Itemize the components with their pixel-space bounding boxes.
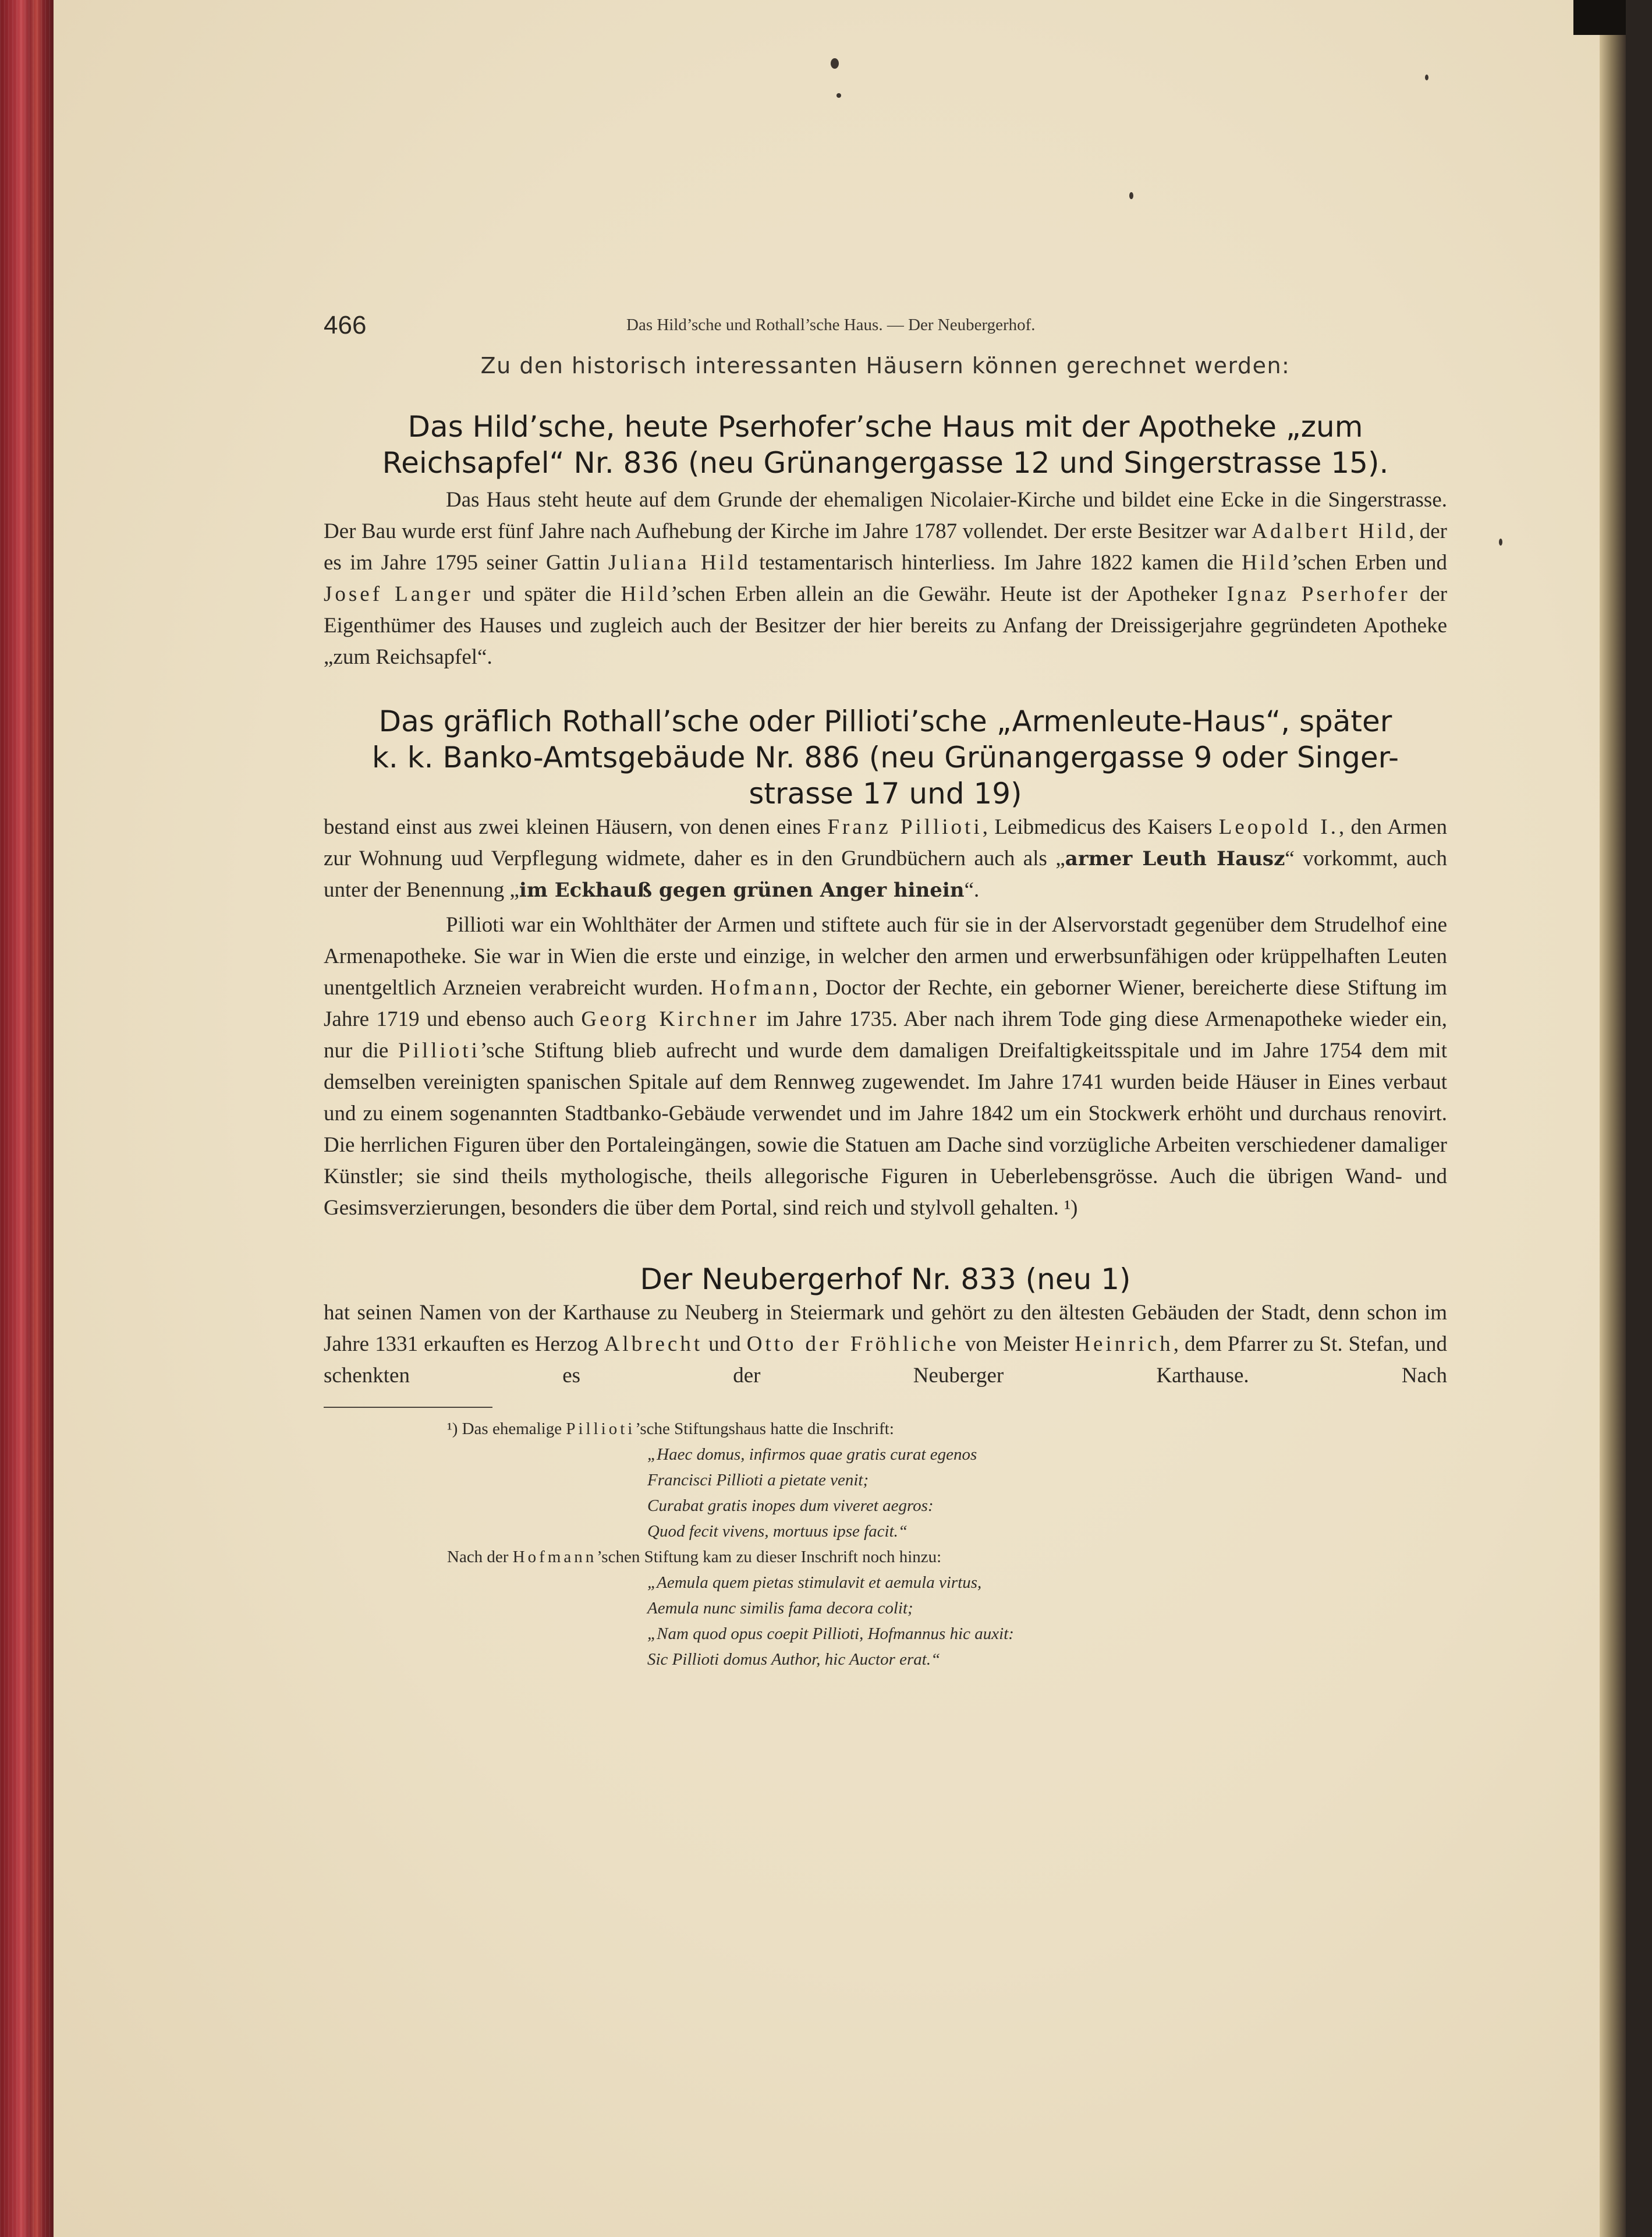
verse-line: „Aemula quem pietas stimulavit et aemula virtus, [647, 1573, 982, 1592]
person-name: Pillioti [566, 1420, 636, 1438]
footnote-continuation: Nach der Hofmann’schen Stiftung kam zu dieser Inschrift noch hinzu: [447, 1548, 942, 1566]
blackletter-quote: im Eckhauß gegen grünen Anger hinein [519, 879, 965, 902]
paper-speck [1129, 192, 1133, 199]
person-name: Hofmann [512, 1548, 597, 1566]
footnote-intro: ¹) Das ehemalige Pillioti’sche Stiftungshaus hatte die Inschrift: [447, 1420, 894, 1438]
page-content [324, 303, 1447, 1672]
paragraph-rothall-1: bestand einst aus zwei kleinen Häusern, von denen eines Franz Pillioti, Leibmedicus des Kaisers Leopold I., den Armen zur Wohnung uud Verpflegung widmete, daher es in den Grundbüchern auch als „armer Leuth Hausz“ vorkommt, auch unter der Benennung „im Eckhauß gegen grünen Anger hinein“. [324, 815, 1448, 902]
verse-line: „Nam quod opus coepit Pillioti, Hofmannus hic auxit: [647, 1624, 1014, 1643]
inscription-verse-2 [324, 1570, 1447, 1672]
paper-speck [836, 93, 841, 98]
book-binding [0, 0, 54, 2237]
heading-line: Das gräflich Rothall’sche oder Pillioti’sche „Armenleute-Haus“, später [378, 705, 1392, 738]
person-name: Hofmann [711, 976, 813, 1000]
inscription-verse-1 [324, 1442, 1447, 1544]
verse-line: Francisci Pillioti a pietate venit; [647, 1471, 869, 1489]
person-name: Ignaz Pserhofer [1226, 582, 1410, 606]
blackletter-quote: armer Leuth Hausz [1065, 847, 1285, 870]
paragraph-hild: Das Haus steht heute auf dem Grunde der ehemaligen Nicolaier-Kirche und bildet eine Ecke in die Singerstrasse. Der Bau wurde erst fünf Jahre nach Aufhebung der Kirche im Jahre 1787 vollendet. Der erste Besitzer war Adalbert Hild, der es im Jahre 1795 seiner Gattin Juliana Hild testamentarisch hinterliess. Im Jahre 1822 kamen die Hild’schen Erben und Josef Langer und später die Hild’schen Erben allein an die Gewähr. Heute ist der Apotheker Ignaz Pserhofer der Eigenthümer des Hauses und zugleich auch der Besitzer der hier bereits zu Anfang der Dreissigerjahre gegründeten Apotheke „zum Reichsapfel“. [324, 488, 1448, 669]
person-name: Franz Pillioti [827, 815, 983, 839]
person-name: Albrecht [604, 1332, 703, 1356]
footnote-rule [324, 1407, 492, 1408]
heading-line: k. k. Banko-Amtsgebäude Nr. 886 (neu Grünangergasse 9 oder Singer- [371, 741, 1399, 774]
verse-line: Curabat gratis inopes dum viveret aegros: [647, 1496, 934, 1515]
person-name: Georg Kirchner [581, 1007, 760, 1031]
person-name: Adalbert Hild [1252, 519, 1409, 543]
heading-line: Reichsapfel“ Nr. 836 (neu Grünangergasse 12 und Singerstrasse 15). [382, 446, 1389, 480]
verse-line: Aemula nunc similis fama decora colit; [647, 1599, 913, 1617]
person-name: Pillioti [398, 1039, 480, 1063]
paper-speck [1499, 539, 1502, 546]
paragraph-rothall-2: Pillioti war ein Wohlthäter der Armen und stiftete auch für sie in der Alservorstadt gegenüber dem Strudelhof eine Armenapotheke. Sie war in Wien die erste und einzige, in welcher den armen und erwerbsunfähigen oder krüppelhaften Leuten unentgeltlich Arzneien verabreicht wurden. Hofmann, Doctor der Rechte, ein geborner Wiener, bereicherte diese Stiftung im Jahre 1719 und ebenso auch Georg Kirchner im Jahre 1735. Aber nach ihrem Tode ging diese Armenapotheke wieder ein, nur die Pillioti’sche Stiftung blieb aufrecht und wurde dem damaligen Dreifaltigkeitsspitale und im Jahre 1754 dem mit demselben vereinigten spanischen Spitale auf dem Rennweg zugewendet. Im Jahre 1741 wurden beide Häuser in Eines verbaut und zu einem sogenannten Stadtbanko-Gebäude verwendet und im Jahre 1842 um ein Stockwerk erhöht und durchaus renovirt. Die herrlichen Figuren über den Portaleingängen, sowie die Statuen am Dache sind vorzügliche Arbeiten verschiedener damaliger Künstler; sie sind theils mythologische, theils allegorische Figuren in Ueberlebensgrösse. Auch die übrigen Wand- und Gesimsverzierungen, besonders die über dem Portal, sind reich und stylvoll gehalten. ¹) [324, 913, 1447, 1220]
person-name: Hild [1242, 551, 1292, 575]
person-name: Juliana Hild [608, 551, 751, 575]
person-name: Hild [621, 582, 671, 606]
verse-line: Quod fecit vivens, mortuus ipse facit.“ [647, 1522, 908, 1541]
paragraph-neubergerhof: hat seinen Namen von der Karthause zu Neuberg in Steiermark und gehört zu den ältesten Gebäuden der Stadt, denn schon im Jahre 1331 erkauften es Herzog Albrecht und Otto der Fröhliche von Meister Heinrich, dem Pfarrer zu St. Stefan, und schenkten es der Neuberger Karthause. Nach [324, 1301, 1447, 1387]
person-name: Heinrich [1075, 1332, 1174, 1356]
running-header [324, 303, 1447, 344]
verse-line: Sic Pillioti domus Author, hic Auctor erat.“ [647, 1650, 941, 1669]
section-heading-neubergerhof [324, 1261, 1447, 1297]
running-title: Das Hild’sche und Rothall’sche Haus. — Der Neubergerhof. [626, 316, 1036, 334]
person-name: Otto der Fröhliche [746, 1332, 959, 1356]
scan-corner [1573, 0, 1626, 35]
heading-line: Der Neubergerhof Nr. 833 (neu 1) [640, 1262, 1131, 1296]
footnote [324, 1416, 1447, 1672]
intro-line: Zu den historisch interessanten Häusern können gerechnet werden: [480, 353, 1291, 378]
section-heading-hild [324, 409, 1447, 481]
page-number: 466 [324, 311, 367, 339]
heading-line: Das Hild’sche, heute Pserhofer’sche Haus mit der Apotheke „zum [407, 410, 1363, 444]
verse-line: „Haec domus, infirmos quae gratis curat egenos [647, 1445, 977, 1464]
section-heading-rothall [324, 703, 1447, 812]
heading-line: strasse 17 und 19) [749, 777, 1022, 810]
paper-speck [831, 58, 839, 69]
page-edge [1600, 0, 1626, 2237]
person-name: Leopold I. [1218, 815, 1339, 839]
person-name: Josef Langer [324, 582, 473, 606]
paper-speck [1425, 75, 1428, 80]
